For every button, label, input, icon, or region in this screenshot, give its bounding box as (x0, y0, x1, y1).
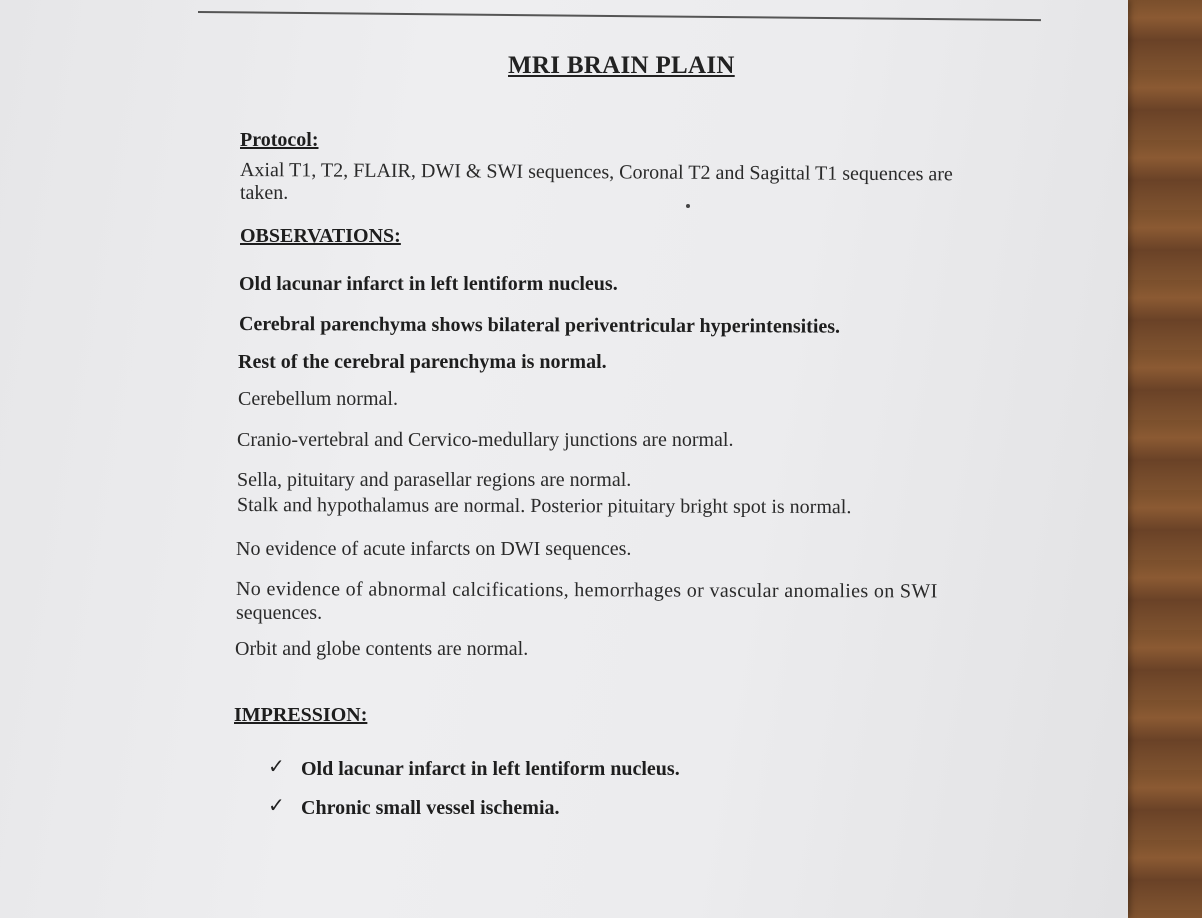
top-rule-line (198, 11, 1041, 21)
observation-item: Rest of the cerebral parenchyma is normal. (238, 351, 607, 373)
observation-item: Orbit and globe contents are normal. (235, 638, 529, 660)
observation-item: No evidence of acute infarcts on DWI sequences. (236, 538, 632, 560)
observation-item: Sella, pituitary and parasellar regions are normal. (237, 469, 632, 491)
impression-heading: IMPRESSION: (234, 704, 368, 726)
observation-item: Old lacunar infarct in left lentiform nucleus. (239, 273, 618, 295)
protocol-text-line2: taken. (240, 182, 289, 204)
impression-item: Chronic small vessel ischemia. (301, 797, 560, 819)
observation-item: Stalk and hypothalamus are normal. Posterior pituitary bright spot is normal. (236, 494, 852, 519)
observation-item: Cerebellum normal. (238, 388, 398, 410)
checkmark-icon: ✓ (268, 754, 285, 778)
protocol-text-line1: Axial T1, T2, FLAIR, DWI & SWI sequences, Coronal T2 and Sagittal T1 sequences are (239, 159, 953, 186)
ink-dot (686, 204, 690, 208)
observation-item: Cranio-vertebral and Cervico-medullary junctions are normal. (237, 429, 734, 451)
observations-heading: OBSERVATIONS: (240, 225, 401, 247)
observation-item: sequences. (236, 602, 323, 624)
observation-item: Cerebral parenchyma shows bilateral periventricular hyperintensities. (238, 313, 841, 338)
checkmark-icon: ✓ (268, 793, 285, 817)
protocol-heading: Protocol: (240, 129, 319, 151)
observation-item: No evidence of abnormal calcifications, hemorrhages or vascular anomalies on SWI (235, 578, 938, 603)
impression-item: Old lacunar infarct in left lentiform nucleus. (301, 758, 680, 780)
report-title: MRI BRAIN PLAIN (508, 52, 735, 79)
